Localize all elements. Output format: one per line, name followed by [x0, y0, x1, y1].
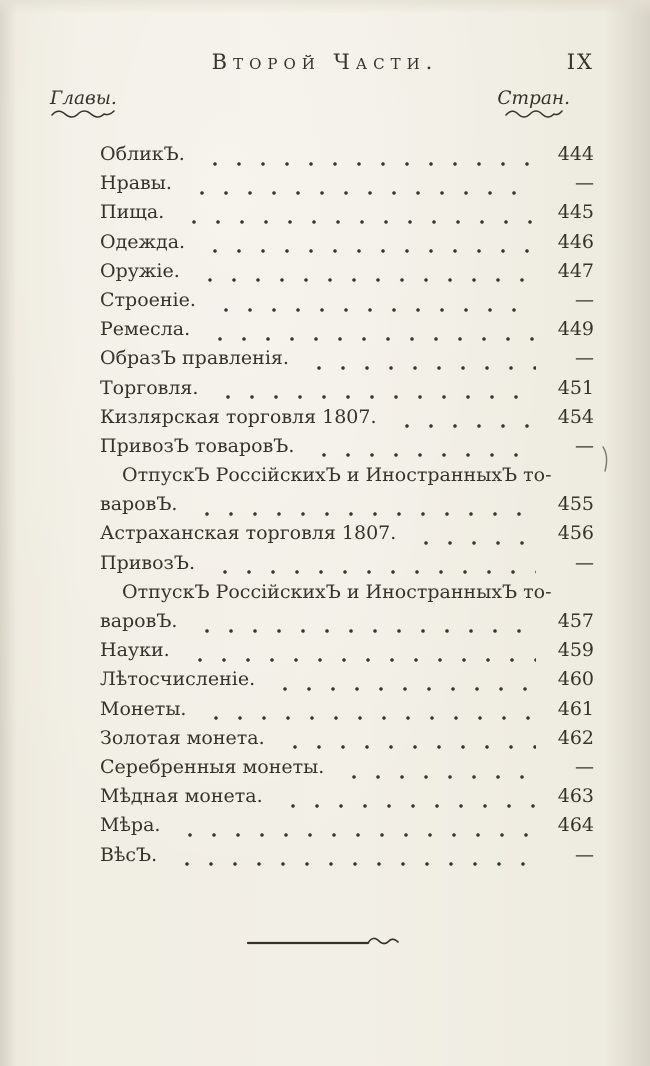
entry-page-number: — — [575, 288, 594, 311]
entry-page-number: — — [575, 172, 594, 195]
squiggle-underline-icon — [50, 110, 116, 119]
entry-page-number: 454 — [557, 405, 594, 428]
toc-entry-row — [100, 318, 594, 347]
entry-title: варовЪ. — [100, 493, 178, 516]
entry-title: Серебренныя монеты. — [100, 755, 325, 778]
dot-leader — [194, 260, 536, 289]
toc-entry-row — [100, 231, 594, 260]
entry-title: ОтпускЪ РоссійскихЪ и ИностранныхЪ то- — [122, 580, 552, 603]
dot-leader — [184, 639, 536, 668]
entry-page-number: 461 — [557, 697, 594, 720]
entry-title: Строеніе. — [100, 288, 196, 311]
entry-page-number: 460 — [557, 668, 594, 691]
entry-page-number: — — [575, 347, 594, 370]
dot-leader — [200, 698, 536, 727]
entry-page-number: 462 — [557, 726, 594, 749]
entry-title: Лѣтосчисленіе. — [100, 668, 256, 691]
entry-title: Мѣра. — [100, 814, 161, 837]
entry-title: Пища. — [100, 201, 165, 224]
entry-title: Одежда. — [100, 230, 186, 253]
dot-leader — [391, 406, 536, 435]
toc-entry-row — [100, 756, 594, 785]
dot-leader — [209, 552, 536, 581]
dot-leader — [338, 756, 536, 785]
entry-title: ОтпускЪ РоссійскихЪ и ИностранныхЪ то- — [122, 464, 552, 487]
dot-leader — [178, 201, 536, 230]
entry-page-number: — — [575, 551, 594, 574]
entry-title: Золотая монета. — [100, 726, 265, 749]
entry-page-number: 455 — [557, 493, 594, 516]
entry-title: ПривозЪ товаровЪ. — [100, 434, 295, 457]
entry-title: Науки. — [100, 639, 170, 662]
dot-leader — [308, 435, 536, 464]
page-number-roman: IX — [566, 50, 594, 74]
entry-title: ОбликЪ. — [100, 143, 185, 165]
dot-leader — [204, 318, 536, 347]
entry-page-number: 447 — [557, 259, 594, 282]
dot-leader — [212, 377, 536, 406]
toc-entry-row — [100, 289, 594, 318]
pages-label-text: Стран. — [497, 88, 570, 109]
dot-leader — [410, 522, 536, 551]
column-label-chapters — [50, 88, 117, 119]
dot-leader — [191, 493, 536, 522]
entry-page-number: 444 — [557, 143, 594, 165]
entry-title: ОбразЪ правленія. — [100, 347, 289, 370]
entry-page-number: — — [575, 434, 594, 457]
toc-entry-row — [100, 639, 594, 668]
dot-leader — [191, 610, 536, 639]
dot-leader — [303, 347, 536, 376]
toc-entry-row — [100, 201, 594, 230]
entry-title: Астраханская торговля 1807. — [100, 522, 397, 545]
entry-page-number: 456 — [557, 522, 594, 545]
dot-leader — [199, 143, 536, 172]
entry-page-number: — — [575, 755, 594, 778]
table-of-contents — [100, 143, 594, 873]
dot-leader — [171, 844, 536, 873]
entry-page-number: 446 — [557, 230, 594, 253]
ink-smudge-icon — [598, 446, 610, 474]
toc-entry-continuation-first-line — [100, 581, 594, 610]
section-title: Второй Части. — [211, 50, 439, 74]
toc-entry-row — [100, 435, 594, 464]
entry-title: Монеты. — [100, 697, 187, 720]
entry-title: Кизлярская торговля 1807. — [100, 405, 377, 428]
toc-entry-row — [100, 844, 594, 873]
toc-entry-row — [100, 785, 594, 814]
end-rule-icon — [240, 935, 410, 951]
entry-page-number: 464 — [557, 814, 594, 837]
entry-title: ВѣсЪ. — [100, 843, 158, 866]
toc-entry-row — [100, 143, 594, 172]
entry-title: варовЪ. — [100, 610, 178, 632]
chapters-label-text: Главы. — [50, 88, 117, 109]
toc-entry-row — [100, 668, 594, 697]
dot-leader — [277, 785, 536, 814]
toc-entry-row — [100, 727, 594, 756]
entry-title: Оружіе. — [100, 259, 180, 282]
toc-entry-continuation-first-line — [100, 464, 594, 493]
toc-entry-row — [100, 493, 594, 522]
column-labels — [50, 88, 570, 119]
dot-leader — [174, 814, 536, 843]
toc-entry-row — [100, 698, 594, 727]
dot-leader — [210, 289, 536, 318]
toc-entry-row — [100, 260, 594, 289]
toc-entry-row — [100, 552, 594, 581]
entry-title: Торговля. — [100, 376, 199, 399]
entry-title: Нравы. — [100, 172, 172, 195]
entry-page-number: 449 — [557, 318, 594, 341]
toc-entry-row — [100, 522, 594, 551]
entry-page-number: 445 — [557, 201, 594, 224]
dot-leader — [186, 172, 536, 201]
entry-title: ПривозЪ. — [100, 551, 196, 574]
entry-page-number: 463 — [557, 785, 594, 808]
toc-entry-row — [100, 377, 594, 406]
page-header — [0, 0, 650, 74]
entry-title: Мѣдная монета. — [100, 785, 263, 808]
entry-page-number: 457 — [557, 610, 594, 632]
toc-entry-row — [100, 406, 594, 435]
dot-leader — [269, 668, 536, 697]
entry-page-number: — — [575, 843, 594, 866]
end-rule — [240, 935, 410, 955]
dot-leader — [199, 231, 536, 260]
toc-entry-row — [100, 814, 594, 843]
entry-title: Ремесла. — [100, 318, 191, 341]
dot-leader — [279, 727, 536, 756]
column-label-pages — [497, 88, 570, 119]
squiggle-underline-icon — [504, 110, 564, 119]
entry-page-number: 451 — [557, 376, 594, 399]
toc-entry-row — [100, 347, 594, 376]
toc-entry-row — [100, 610, 594, 639]
toc-entry-row — [100, 172, 594, 201]
entry-page-number: 459 — [557, 639, 594, 662]
